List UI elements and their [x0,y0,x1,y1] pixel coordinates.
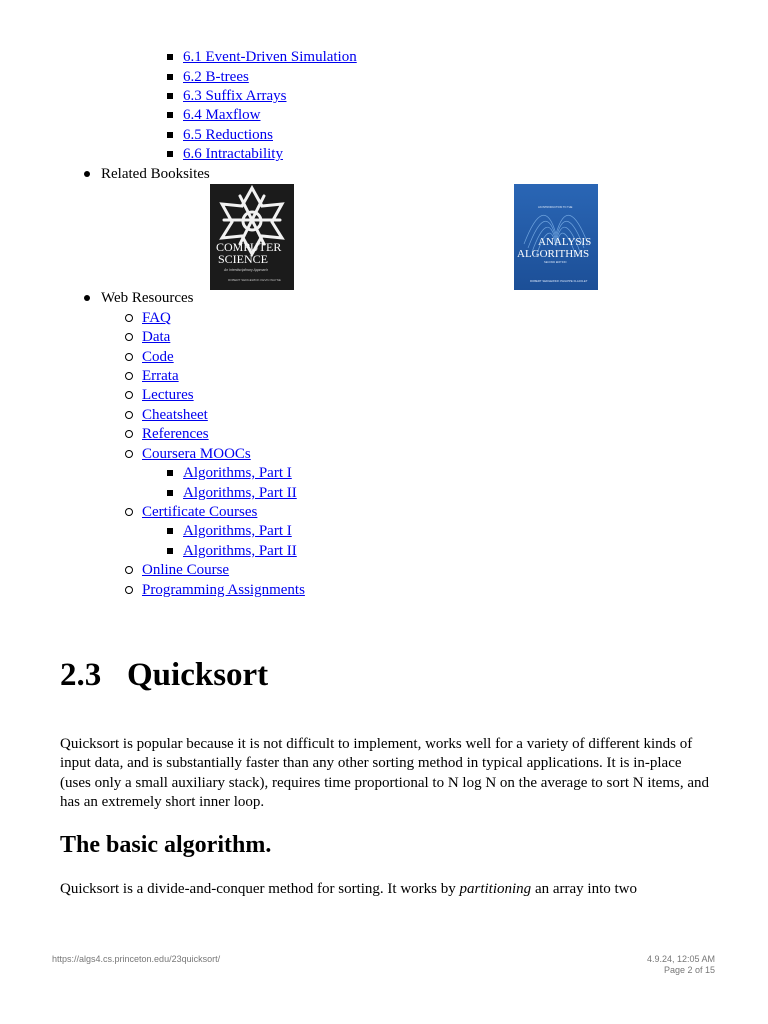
cs-cover-title-2: SCIENCE [218,252,269,266]
list-item [183,87,286,106]
related-booksites-label: Related Booksites [101,166,210,182]
aa-cover-authors: ROBERT SEDGEWICK PHILIPPE FLAJOLET [530,279,588,283]
computer-science-cover-image [210,184,294,290]
code-link[interactable]: Code [142,349,174,365]
list-item [142,406,208,425]
cs-cover-authors: ROBERT SEDGEWICK KEVIN WAYNE [228,278,281,282]
aa-cover-edition: SECOND EDITION [544,261,567,264]
basic-text-before: Quicksort is a divide-and-conquer method for sorting. It works by [60,881,460,897]
computer-science-book-cover[interactable] [210,184,294,290]
certificate-part-2-link[interactable]: Algorithms, Part II [183,543,297,559]
cheatsheet-link[interactable]: Cheatsheet [142,407,208,423]
footer-datetime: 4.9.24, 12:05 AM [646,954,715,964]
coursera-part-2-link[interactable]: Algorithms, Part II [183,485,297,501]
list-item [183,542,297,561]
list-item [183,464,292,483]
errata-link[interactable]: Errata [142,368,179,384]
list-item [183,145,283,164]
list-item [142,445,251,464]
list-item [183,48,357,67]
web-resources-item [101,289,194,308]
related-booksites-item [101,165,210,184]
partitioning-emphasis: partitioning [459,881,532,897]
list-item [142,328,170,347]
web-resources-label: Web Resources [101,290,194,306]
subheading-basic-algorithm: The basic algorithm. [60,832,272,858]
intro-paragraph: Quicksort is popular because it is not difficult to implement, works well for a variety of different kinds of input data, and is substantially faster than any other sorting method in typical applications. It is in-place (uses only a small auxiliary stack), requires time proportional to N log N on the average to sort N items, and has an extremely short inner loop. [60,736,710,811]
list-item [183,484,297,503]
list-item [183,68,249,87]
chapter-6-6-link[interactable]: 6.6 Intractability [183,146,283,162]
section-title: Quicksort [127,657,269,693]
list-item [142,348,174,367]
list-item [142,561,229,580]
list-item [142,367,179,386]
aa-cover-title-1: ANALYSIS [538,236,592,248]
lectures-link[interactable]: Lectures [142,387,194,403]
references-link[interactable]: References [142,426,209,442]
list-item [183,126,273,145]
page-title [60,652,268,698]
coursera-moocs-link[interactable]: Coursera MOOCs [142,446,251,462]
chapter-6-4-link[interactable]: 6.4 Maxflow [183,107,261,123]
list-item [142,309,171,328]
coursera-part-1-link[interactable]: Algorithms, Part I [183,465,292,481]
online-course-link[interactable]: Online Course [142,562,230,578]
chapter-6-5-link[interactable]: 6.5 Reductions [183,127,273,143]
aa-cover-top: AN INTRODUCTION TO THE [538,206,573,209]
faq-link[interactable]: FAQ [142,310,171,326]
chapter-6-2-link[interactable]: 6.2 B-trees [183,69,249,85]
certificate-part-1-link[interactable]: Algorithms, Part I [183,523,292,539]
list-item [142,425,209,444]
list-item [183,522,292,541]
cs-cover-subtitle: An Interdisciplinary Approach [224,268,268,272]
programming-assignments-link[interactable]: Programming Assignments [142,582,305,598]
chapter-6-1-link[interactable]: 6.1 Event-Driven Simulation [183,49,357,65]
aa-cover-title-2: ALGORITHMS [517,248,590,260]
section-number: 2.3 [60,657,102,693]
basic-text-after: an array into two [531,881,637,897]
list-item [142,503,257,522]
analysis-of-algorithms-book-cover[interactable] [514,184,598,290]
certificate-courses-link[interactable]: Certificate Courses [142,504,258,520]
list-item [142,386,194,405]
footer-url: https://algs4.cs.princeton.edu/23quicksort/ [52,954,221,964]
footer-page-number: Page 2 of 15 [663,965,715,975]
cs-cover-title-1: COMPUTER [216,240,282,254]
list-item [142,581,305,600]
list-item [183,106,261,125]
basic-algorithm-paragraph [60,880,710,899]
data-link[interactable]: Data [142,329,171,345]
chapter-6-3-link[interactable]: 6.3 Suffix Arrays [183,88,287,104]
analysis-of-algorithms-cover-image [514,184,598,290]
